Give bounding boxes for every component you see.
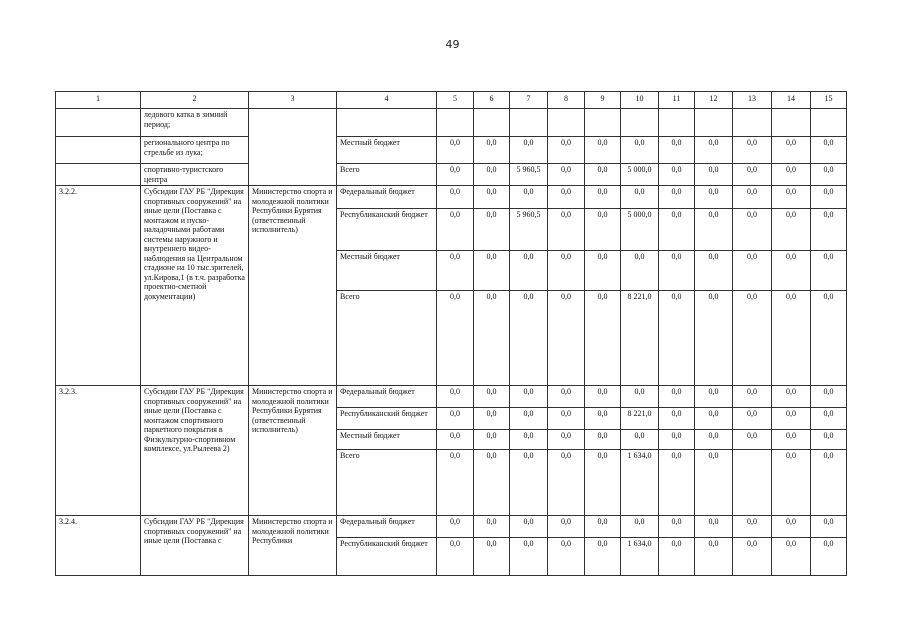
value-cell: 0,0 xyxy=(811,430,847,450)
col-header: 12 xyxy=(695,92,733,109)
value-cell: 0,0 xyxy=(695,291,733,386)
budget-label: Республиканский бюджет xyxy=(337,408,437,430)
value-cell: 0,0 xyxy=(585,251,621,291)
empty-cell xyxy=(474,109,510,137)
value-cell: 0,0 xyxy=(437,209,474,251)
value-cell: 0,0 xyxy=(695,538,733,576)
budget-label: Республиканский бюджет xyxy=(337,538,437,576)
value-cell: 0,0 xyxy=(772,538,811,576)
budget-label: Местный бюджет xyxy=(337,137,437,164)
value-cell: 0,0 xyxy=(772,164,811,186)
value-cell: 0,0 xyxy=(772,209,811,251)
value-cell: 0,0 xyxy=(548,430,585,450)
value-cell: 8 221,0 xyxy=(621,291,659,386)
value-cell: 0,0 xyxy=(772,291,811,386)
value-cell: 0,0 xyxy=(733,209,772,251)
value-cell: 0,0 xyxy=(659,209,695,251)
value-cell: 0,0 xyxy=(437,386,474,408)
col-header: 4 xyxy=(337,92,437,109)
value-cell: 0,0 xyxy=(585,408,621,430)
value-cell: 0,0 xyxy=(548,408,585,430)
budget-table xyxy=(55,91,847,576)
value-cell: 0,0 xyxy=(585,516,621,538)
empty-cell xyxy=(56,164,141,186)
value-cell: 0,0 xyxy=(548,450,585,516)
empty-cell xyxy=(337,109,437,137)
value-cell: 0,0 xyxy=(621,386,659,408)
value-cell: 8 221,0 xyxy=(621,408,659,430)
item-executor: Министерство спорта и молодежной политики Республики xyxy=(249,516,337,576)
value-cell: 0,0 xyxy=(695,164,733,186)
value-cell: 0,0 xyxy=(811,538,847,576)
value-cell: 0,0 xyxy=(772,251,811,291)
value-cell: 0,0 xyxy=(585,186,621,209)
value-cell: 0,0 xyxy=(659,386,695,408)
empty-cell xyxy=(659,109,695,137)
empty-cell xyxy=(811,109,847,137)
value-cell: 0,0 xyxy=(474,186,510,209)
col-header: 10 xyxy=(621,92,659,109)
empty-cell xyxy=(695,109,733,137)
value-cell: 0,0 xyxy=(695,186,733,209)
object-name: ледового катка в зимний период; xyxy=(141,109,249,137)
value-cell: 0,0 xyxy=(585,538,621,576)
value-cell: 0,0 xyxy=(437,251,474,291)
value-cell: 0,0 xyxy=(811,251,847,291)
value-cell: 0,0 xyxy=(772,450,811,516)
value-cell: 0,0 xyxy=(659,538,695,576)
value-cell: 0,0 xyxy=(772,430,811,450)
item-description: Субсидии ГАУ РБ "Дирекция спортивных сооружений" на иные цели (Поставка с xyxy=(141,516,249,576)
value-cell: 5 000,0 xyxy=(621,164,659,186)
value-cell: 0,0 xyxy=(695,137,733,164)
value-cell: 0,0 xyxy=(659,186,695,209)
value-cell: 5 000,0 xyxy=(621,209,659,251)
value-cell: 0,0 xyxy=(585,164,621,186)
value-cell: 0,0 xyxy=(695,516,733,538)
value-cell: 0,0 xyxy=(733,137,772,164)
empty-cell xyxy=(437,109,474,137)
empty-cell xyxy=(733,109,772,137)
value-cell: 0,0 xyxy=(585,430,621,450)
col-header: 11 xyxy=(659,92,695,109)
col-header: 6 xyxy=(474,92,510,109)
value-cell: 1 634,0 xyxy=(621,538,659,576)
value-cell: 0,0 xyxy=(437,430,474,450)
value-cell: 0,0 xyxy=(733,386,772,408)
value-cell: 0,0 xyxy=(474,430,510,450)
empty-cell xyxy=(621,109,659,137)
value-cell: 0,0 xyxy=(811,408,847,430)
value-cell: 0,0 xyxy=(474,450,510,516)
empty-cell xyxy=(772,109,811,137)
value-cell: 0,0 xyxy=(437,450,474,516)
value-cell: 0,0 xyxy=(585,291,621,386)
value-cell: 0,0 xyxy=(548,209,585,251)
value-cell: 0,0 xyxy=(733,291,772,386)
value-cell: 0,0 xyxy=(772,186,811,209)
table-row xyxy=(56,164,847,186)
value-cell: 0,0 xyxy=(548,186,585,209)
object-name: регионального центра по стрельбе из лука; xyxy=(141,137,249,164)
value-cell: 0,0 xyxy=(621,186,659,209)
value-cell: 0,0 xyxy=(659,137,695,164)
object-name: спортивно-туристского центра xyxy=(141,164,249,186)
budget-label: Федеральный бюджет xyxy=(337,186,437,209)
value-cell: 0,0 xyxy=(510,516,548,538)
table-row xyxy=(56,386,847,408)
value-cell: 0,0 xyxy=(811,164,847,186)
value-cell: 0,0 xyxy=(733,538,772,576)
value-cell: 0,0 xyxy=(510,137,548,164)
value-cell: 0,0 xyxy=(659,408,695,430)
value-cell: 5 960,5 xyxy=(510,209,548,251)
col-header: 1 xyxy=(56,92,141,109)
table-row xyxy=(56,516,847,538)
empty-cell xyxy=(510,109,548,137)
value-cell: 0,0 xyxy=(474,408,510,430)
value-cell: 0,0 xyxy=(733,408,772,430)
col-header: 14 xyxy=(772,92,811,109)
value-cell: 0,0 xyxy=(585,386,621,408)
value-cell: 0,0 xyxy=(548,251,585,291)
budget-label: Республиканский бюджет xyxy=(337,209,437,251)
value-cell: 0,0 xyxy=(659,164,695,186)
empty-cell xyxy=(585,109,621,137)
value-cell: 0,0 xyxy=(548,386,585,408)
col-header: 8 xyxy=(548,92,585,109)
item-executor: Министерство спорта и молодежной политики Республики Бурятия (ответственный исполнитель) xyxy=(249,386,337,516)
budget-label: Всего xyxy=(337,450,437,516)
value-cell: 0,0 xyxy=(621,430,659,450)
value-cell: 0,0 xyxy=(772,516,811,538)
value-cell: 0,0 xyxy=(437,538,474,576)
value-cell: 0,0 xyxy=(695,251,733,291)
value-cell: 0,0 xyxy=(510,538,548,576)
value-cell: 0,0 xyxy=(659,516,695,538)
table-row xyxy=(56,186,847,209)
value-cell: 0,0 xyxy=(474,251,510,291)
col-header: 5 xyxy=(437,92,474,109)
col-header: 3 xyxy=(249,92,337,109)
value-cell: 0,0 xyxy=(733,430,772,450)
item-code: 3.2.4. xyxy=(56,516,141,576)
value-cell: 0,0 xyxy=(510,430,548,450)
budget-label: Всего xyxy=(337,291,437,386)
value-cell: 0,0 xyxy=(474,516,510,538)
value-cell: 0,0 xyxy=(621,251,659,291)
empty-cell xyxy=(249,109,337,186)
value-cell: 0,0 xyxy=(811,137,847,164)
value-cell: 0,0 xyxy=(437,164,474,186)
value-cell xyxy=(733,450,772,516)
empty-cell xyxy=(548,109,585,137)
value-cell: 0,0 xyxy=(548,291,585,386)
value-cell: 0,0 xyxy=(437,186,474,209)
table-row xyxy=(56,137,847,164)
value-cell: 0,0 xyxy=(510,186,548,209)
item-code: 3.2.3. xyxy=(56,386,141,516)
value-cell: 0,0 xyxy=(733,516,772,538)
value-cell: 0,0 xyxy=(585,209,621,251)
value-cell: 0,0 xyxy=(621,516,659,538)
value-cell: 0,0 xyxy=(659,450,695,516)
budget-label: Местный бюджет xyxy=(337,251,437,291)
budget-label: Местный бюджет xyxy=(337,430,437,450)
value-cell: 0,0 xyxy=(695,209,733,251)
value-cell: 0,0 xyxy=(811,450,847,516)
value-cell: 5 960,5 xyxy=(510,164,548,186)
page-number: 49 xyxy=(445,38,460,51)
value-cell: 0,0 xyxy=(510,291,548,386)
value-cell: 0,0 xyxy=(437,291,474,386)
header-row xyxy=(56,92,847,109)
value-cell: 0,0 xyxy=(621,137,659,164)
col-header: 9 xyxy=(585,92,621,109)
item-executor: Министерство спорта и молодежной политики Республики Бурятия (ответственный исполнитель) xyxy=(249,186,337,386)
value-cell: 0,0 xyxy=(811,291,847,386)
value-cell: 0,0 xyxy=(772,408,811,430)
budget-label: Федеральный бюджет xyxy=(337,386,437,408)
empty-cell xyxy=(56,137,141,164)
value-cell: 0,0 xyxy=(585,137,621,164)
item-code: 3.2.2. xyxy=(56,186,141,386)
budget-label: Федеральный бюджет xyxy=(337,516,437,538)
value-cell: 0,0 xyxy=(548,538,585,576)
value-cell: 0,0 xyxy=(811,516,847,538)
budget-label: Всего xyxy=(337,164,437,186)
value-cell: 0,0 xyxy=(811,386,847,408)
value-cell: 0,0 xyxy=(548,137,585,164)
col-header: 13 xyxy=(733,92,772,109)
value-cell: 0,0 xyxy=(659,291,695,386)
value-cell: 0,0 xyxy=(474,538,510,576)
value-cell: 0,0 xyxy=(510,450,548,516)
value-cell: 0,0 xyxy=(474,164,510,186)
value-cell: 0,0 xyxy=(695,450,733,516)
value-cell: 0,0 xyxy=(474,137,510,164)
value-cell: 0,0 xyxy=(510,251,548,291)
empty-cell xyxy=(56,109,141,137)
value-cell: 0,0 xyxy=(548,164,585,186)
value-cell: 0,0 xyxy=(695,408,733,430)
value-cell: 0,0 xyxy=(437,408,474,430)
value-cell: 0,0 xyxy=(733,164,772,186)
value-cell: 0,0 xyxy=(510,408,548,430)
col-header: 7 xyxy=(510,92,548,109)
value-cell: 0,0 xyxy=(659,430,695,450)
value-cell: 0,0 xyxy=(585,450,621,516)
value-cell: 0,0 xyxy=(811,209,847,251)
value-cell: 1 634,0 xyxy=(621,450,659,516)
value-cell: 0,0 xyxy=(474,209,510,251)
value-cell: 0,0 xyxy=(733,251,772,291)
item-description: Субсидии ГАУ РБ "Дирекция спортивных сооружений" на иные цели (Поставка с монтажом спортивного паркетного покрытия в Физкультурно-спортивном комплексе, ул.Рылеева 2) xyxy=(141,386,249,516)
value-cell: 0,0 xyxy=(659,251,695,291)
value-cell: 0,0 xyxy=(811,186,847,209)
value-cell: 0,0 xyxy=(510,386,548,408)
value-cell: 0,0 xyxy=(437,516,474,538)
table-row xyxy=(56,109,847,137)
value-cell: 0,0 xyxy=(548,516,585,538)
value-cell: 0,0 xyxy=(772,137,811,164)
value-cell: 0,0 xyxy=(437,137,474,164)
value-cell: 0,0 xyxy=(695,386,733,408)
value-cell: 0,0 xyxy=(474,386,510,408)
value-cell: 0,0 xyxy=(474,291,510,386)
col-header: 15 xyxy=(811,92,847,109)
col-header: 2 xyxy=(141,92,249,109)
value-cell: 0,0 xyxy=(772,386,811,408)
item-description: Субсидии ГАУ РБ "Дирекция спортивных сооружений" на иные цели (Поставка с монтажом и пуско-наладочными работами системы наружного и внутреннего видео-наблюдения на Центральном стадионе на 10 тыс.зрителей, ул.Кирова,1 (в т.ч. разработка проектно-сметной документации) xyxy=(141,186,249,386)
value-cell: 0,0 xyxy=(733,186,772,209)
value-cell: 0,0 xyxy=(695,430,733,450)
